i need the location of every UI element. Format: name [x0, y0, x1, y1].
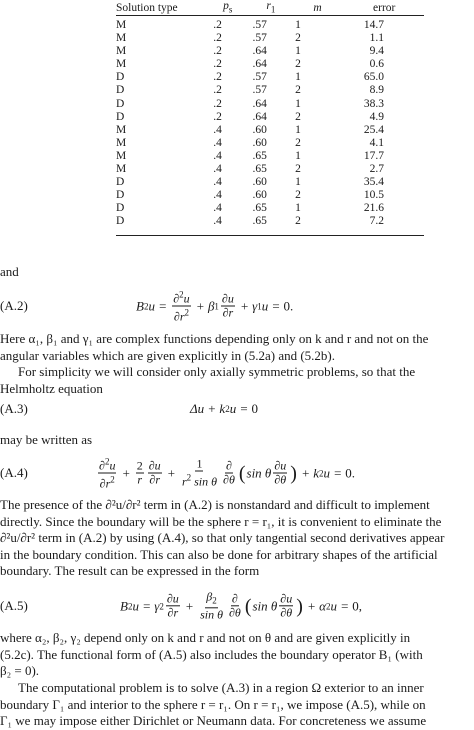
table-row	[116, 32, 424, 45]
table-row	[116, 215, 424, 228]
cell-r: .65	[252, 163, 267, 176]
cell-m: 2	[295, 189, 301, 202]
equation-a5: (A.5) B 2 u = γ 2 $\frac{\partial u}{\partial r}$ + $\frac{\beta_2}{\text{sin θ}}$ $\frac{\partial}{\partial\theta}$ ( sin θ $\frac{\partial u}{\partial\theta}$ ) + α 2 u = 0,	[0, 589, 363, 622]
cell-p: .2	[213, 71, 222, 84]
cell-p: .4	[213, 189, 222, 202]
paragraph-1: Here α₁, β₁ and γ₁ are complex functions depending only on k and r and not on the angular variables which are given explicitly in (5.2a) and (5.2b).	[0, 331, 429, 363]
cell-p: .4	[213, 136, 222, 149]
cell-p: .2	[213, 97, 222, 110]
cell-error: 21.6	[363, 202, 384, 215]
cell-r: .60	[252, 123, 267, 136]
cell-p: .4	[213, 215, 222, 228]
cell-solution-type: D	[116, 110, 125, 123]
table-row	[116, 150, 424, 163]
cell-error: 9.4	[369, 45, 384, 58]
cell-r: .60	[252, 189, 267, 202]
header-m: m	[313, 1, 322, 14]
cell-p: .2	[213, 19, 222, 31]
cell-r: .57	[252, 32, 267, 45]
cell-error: 25.4	[363, 123, 384, 136]
table-row	[116, 58, 424, 71]
cell-solution-type: D	[116, 84, 125, 97]
cell-p: .4	[213, 149, 222, 162]
cell-solution-type: M	[116, 136, 127, 149]
cell-error: 35.4	[363, 176, 384, 189]
header-r: $r_1$	[266, 0, 276, 15]
cell-r: .64	[252, 97, 267, 110]
cell-m: 2	[295, 163, 301, 176]
table-row	[116, 176, 424, 189]
cell-m: 2	[295, 58, 301, 71]
cell-p: .2	[213, 32, 222, 45]
table-header-row	[116, 0, 424, 15]
header-p: $p_s$	[223, 0, 233, 15]
table-row	[116, 137, 424, 150]
text-and: and	[0, 264, 19, 279]
table-row	[116, 111, 424, 124]
cell-solution-type: M	[116, 123, 127, 136]
table-row	[116, 84, 424, 97]
equation-a4: (A.4) $\frac{\partial^2u}{\partial r^2}$ + $\frac{2}{r}$ $\frac{\partial u}{\partial r}$ + $\frac{1}{r^2 \sin \theta}$ $\frac{\partial}{\partial\theta}$ ( sin θ $\frac{\partial u}{\partial\theta}$ ) + k 2 u = 0.	[0, 456, 356, 491]
cell-solution-type: D	[116, 71, 125, 84]
cell-m: 1	[295, 19, 301, 31]
results-table	[116, 0, 424, 236]
equation-a3: (A.3) Δ u + k 2 u = 0	[0, 401, 258, 416]
cell-r: .60	[252, 176, 267, 189]
text-may-be-written: may be written as	[0, 432, 93, 447]
table-row	[116, 45, 424, 58]
cell-p: .4	[213, 202, 222, 215]
cell-r: .64	[252, 45, 267, 58]
cell-r: .64	[252, 110, 267, 123]
cell-error: 10.5	[363, 189, 384, 202]
cell-solution-type: M	[116, 163, 127, 176]
paragraph-4: where α₂, β₂, γ₂ depend only on k and r and not on θ and are given explicitly in (5.2c). The functional form of (A.5) also includes the boundary operator B₁ (with β₂ = 0).	[0, 630, 423, 678]
cell-error: 14.7	[363, 19, 384, 31]
cell-r: .60	[252, 136, 267, 149]
cell-p: .4	[213, 123, 222, 136]
table-row	[116, 163, 424, 176]
header-solution-type: Solution type	[116, 1, 178, 14]
cell-r: .65	[252, 149, 267, 162]
table-row	[116, 189, 424, 202]
cell-r: .65	[252, 215, 267, 228]
cell-solution-type: M	[116, 58, 127, 71]
paragraph-3: The presence of the ∂²u/∂r² term in (A.2) is nonstandard and difficult to implement directly. Since the boundary will be the sphere r = r₁, it is convenient to eliminate the ∂²u/∂r² term in (A.2) by using (A.4), so that only tangential second derivatives appear in the boundary condition. This can also be done for arbitrary shapes of the artificial boundary. The result can be expressed in the form	[0, 497, 445, 578]
paragraph-5: The computational problem is to solve (A.3) in a region Ω exterior to an inner boundary Γ₁ and interior to the sphere r = r₁. On r = r₁, we impose (A.5), while on Γ₁ we may impose either Dirichlet or Neumann data. For concreteness we assume	[0, 680, 427, 728]
cell-r: .65	[252, 202, 267, 215]
cell-m: 2	[295, 84, 301, 97]
table-row	[116, 19, 424, 32]
cell-m: 2	[295, 136, 301, 149]
cell-error: 38.3	[363, 97, 384, 110]
cell-p: .2	[213, 84, 222, 97]
table-bottom-rule	[116, 235, 424, 236]
cell-error: 65.0	[363, 71, 384, 84]
cell-r: .57	[252, 84, 267, 97]
cell-solution-type: D	[116, 202, 125, 215]
table-row	[116, 71, 424, 84]
cell-solution-type: M	[116, 19, 127, 31]
cell-m: 2	[295, 32, 301, 45]
table-row	[116, 124, 424, 137]
cell-p: .2	[213, 58, 222, 71]
cell-m: 1	[295, 176, 301, 189]
cell-p: .2	[213, 45, 222, 58]
cell-r: .57	[252, 71, 267, 84]
cell-solution-type: M	[116, 32, 127, 45]
table-row	[116, 202, 424, 215]
cell-p: .2	[213, 110, 222, 123]
cell-solution-type: D	[116, 97, 125, 110]
cell-m: 1	[295, 202, 301, 215]
cell-error: 2.7	[369, 163, 384, 176]
cell-r: .64	[252, 58, 267, 71]
header-error: error	[373, 1, 396, 14]
cell-error: 4.1	[369, 136, 384, 149]
cell-solution-type: D	[116, 189, 125, 202]
cell-p: .4	[213, 163, 222, 176]
cell-m: 1	[295, 45, 301, 58]
cell-p: .4	[213, 176, 222, 189]
cell-m: 1	[295, 123, 301, 136]
cell-error: 1.1	[369, 32, 384, 45]
paragraph-2: For simplicity we will consider only axially symmetric problems, so that the Helmholtz equation	[0, 364, 416, 396]
equation-label: (A.2)	[0, 298, 28, 313]
cell-m: 1	[295, 149, 301, 162]
cell-m: 2	[295, 215, 301, 228]
cell-solution-type: M	[116, 149, 127, 162]
cell-r: .57	[252, 19, 267, 31]
cell-error: 4.9	[369, 110, 384, 123]
table-row	[116, 98, 424, 111]
cell-error: 17.7	[363, 149, 384, 162]
cell-solution-type: D	[116, 215, 125, 228]
table-top-rule	[116, 15, 424, 16]
cell-solution-type: D	[116, 176, 125, 189]
cell-solution-type: M	[116, 45, 127, 58]
equation-a2: (A.2) B 2 u = $\frac{\partial^2u}{\partial r^2}$ + β 1 $\frac{\partial u}{\partial r}$ + γ 1 u = 0.	[0, 289, 294, 324]
cell-error: 0.6	[369, 58, 384, 71]
cell-m: 1	[295, 71, 301, 84]
cell-error: 8.9	[369, 84, 384, 97]
cell-error: 7.2	[369, 215, 384, 228]
cell-m: 2	[295, 110, 301, 123]
cell-m: 1	[295, 97, 301, 110]
